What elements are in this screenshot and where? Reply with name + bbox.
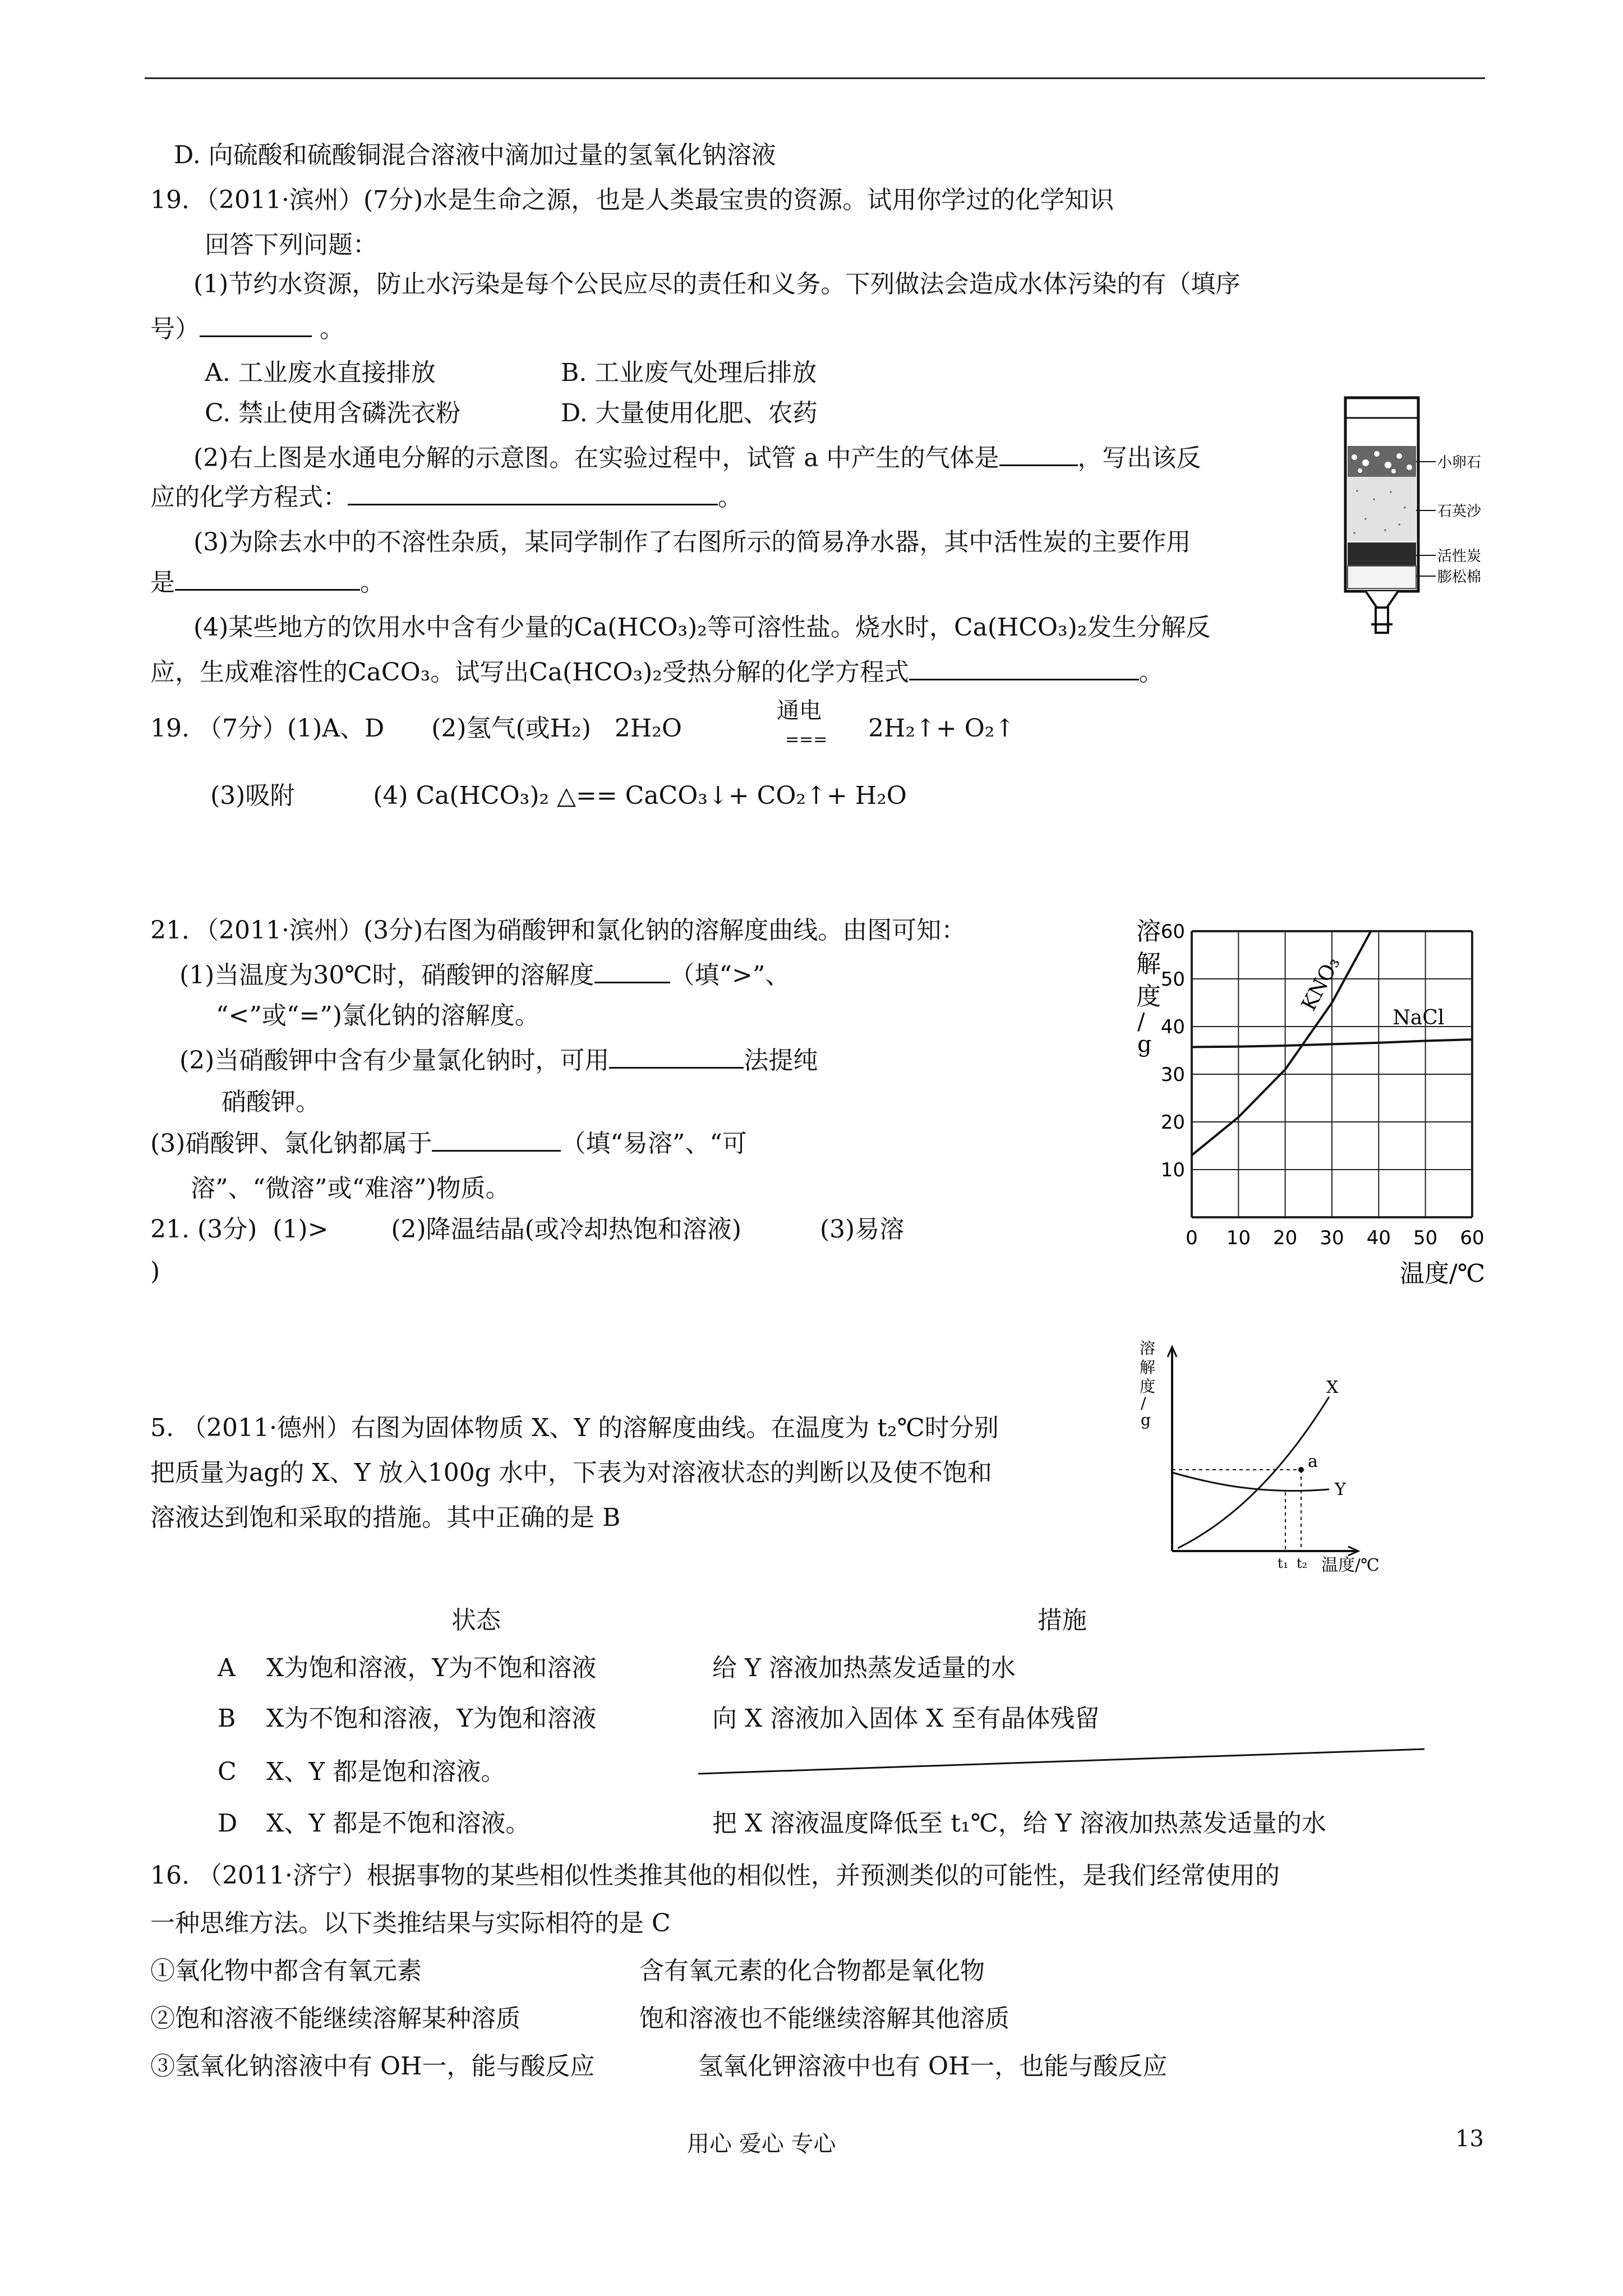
q5-header-state: 状态 bbox=[451, 1606, 501, 1635]
q21-part2-line2: 硝酸钾。 bbox=[222, 1088, 320, 1116]
chart1-ylabel-char: 溶 bbox=[1136, 917, 1161, 946]
q5-row-c-measure-line bbox=[695, 1745, 1441, 1778]
chart1-series-line-0 bbox=[1192, 917, 1426, 1156]
q19-option-d: D. 大量使用化肥、农药 bbox=[561, 399, 818, 427]
q18-option-d: D. 向硫酸和硫酸铜混合溶液中滴加过量的氢氧化钠溶液 bbox=[174, 141, 776, 169]
q19-option-b: B. 工业废气处理后排放 bbox=[561, 358, 817, 387]
q16-line1: 16. （2011·济宁）根据事物的某些相似性类推其他的相似性，并预测类似的可能性，是我们经常使用的 bbox=[150, 1861, 1280, 1890]
label-activated-carbon: 活性炭 bbox=[1437, 548, 1482, 565]
q5-row-state: X、Y 都是不饱和溶液。 bbox=[266, 1809, 531, 1838]
q21-part2-line1: (2)当硝酸钾中含有少量氯化钠时，可用 法提纯 bbox=[179, 1045, 818, 1077]
q19-answer-products: 2H₂↑+ O₂↑ bbox=[868, 714, 1016, 743]
chart2-tick-t2: t₂ bbox=[1297, 1556, 1308, 1571]
q16-item-right: 饱和溶液也不能继续溶解其他溶质 bbox=[639, 2004, 1009, 2033]
q5-row-state: X为饱和溶液，Y为不饱和溶液 bbox=[266, 1654, 597, 1682]
chart1-series-label-kno3: KNO₃ bbox=[1297, 953, 1345, 1015]
chart1-ytick-label: 30 bbox=[1160, 1064, 1185, 1086]
q19-part4-line2: 应，生成难溶性的CaCO₃。试写出Ca(HCO₃)₂受热分解的化学方程式 。 bbox=[150, 656, 1164, 689]
footer-motto: 用心 爱心 专心 bbox=[687, 2131, 836, 2157]
q21-part1-line2: “<”或“=”)氯化钠的溶解度。 bbox=[216, 1001, 540, 1030]
pebble-layer bbox=[1348, 446, 1416, 477]
chart2-ylabel-char: 度 bbox=[1140, 1377, 1156, 1396]
q5-row-measure: 把 X 溶液温度降低至 t₁℃，给 Y 溶液加热蒸发适量的水 bbox=[712, 1809, 1326, 1838]
chart1-xtick-label: 30 bbox=[1320, 1227, 1344, 1249]
chart1-xtick-label: 0 bbox=[1186, 1227, 1198, 1249]
q19-answer-line2: (3)吸附 (4) Ca(HCO₃)₂ △== CaCO₃↓+ CO₂↑+ H₂O bbox=[210, 781, 907, 810]
chart2-point-label: a bbox=[1308, 1452, 1318, 1471]
chart2-xlabel: 温度/℃ bbox=[1321, 1556, 1380, 1575]
q16-item-right: 氢氧化钾溶液中也有 OH一，也能与酸反应 bbox=[698, 2052, 1168, 2081]
q21-answer: 21. (3分) (1)> (2)降温结晶(或冷却热饱和溶液) (3)易溶 bbox=[150, 1215, 905, 1244]
header-rule bbox=[145, 77, 1485, 79]
q19-title: 19．（2011·滨州）(7分)水是生命之源，也是人类最宝贵的资源。试用你学过的化学知识 bbox=[150, 186, 1114, 214]
q19-part4-line1: (4)某些地方的饮用水中含有少量的Ca(HCO₃)₂等可溶性盐。烧水时，Ca(HCO₃)₂发生分解反 bbox=[193, 613, 1211, 642]
carbon-layer bbox=[1348, 542, 1416, 566]
chart1-xtick-label: 10 bbox=[1226, 1227, 1251, 1249]
q21-title: 21．（2011·滨州）(3分)右图为硝酸钾和氯化钠的溶解度曲线。由图可知： bbox=[150, 916, 966, 945]
chart1-ytick-label: 20 bbox=[1160, 1111, 1185, 1134]
label-pebbles: 小卵石 bbox=[1437, 454, 1482, 471]
chart1-xlabel: 温度/℃ bbox=[1400, 1259, 1486, 1287]
q16-item-left: ①氧化物中都含有氧元素 bbox=[150, 1957, 422, 1985]
q5-header-measure: 措施 bbox=[1038, 1606, 1087, 1635]
chart2-curve-y bbox=[1172, 1473, 1329, 1491]
q5-row-key: D bbox=[218, 1809, 238, 1838]
q5-line1: 5. （2011·德州）右图为固体物质 X、Y 的溶解度曲线。在温度为 t₂℃时分别 bbox=[150, 1414, 999, 1442]
answer-blank bbox=[432, 1128, 561, 1152]
answer-blank bbox=[175, 567, 360, 591]
chart1-ylabel bbox=[1136, 917, 1161, 1057]
q5-row-state: X为不饱和溶液，Y为饱和溶液 bbox=[266, 1704, 597, 1733]
answer-blank bbox=[348, 481, 718, 505]
q16-item-right: 含有氧元素的化合物都是氧化物 bbox=[639, 1957, 985, 1985]
chart1-xtick-label: 20 bbox=[1273, 1227, 1298, 1249]
chart2-ylabel bbox=[1140, 1339, 1155, 1429]
chart1-ylabel-char: / bbox=[1137, 1009, 1145, 1035]
chart2-ylabel-char: / bbox=[1141, 1394, 1146, 1412]
chart2-ylabel-char: 溶 bbox=[1140, 1339, 1156, 1358]
q16-line2: 一种思维方法。以下类推结果与实际相符的是 C bbox=[150, 1909, 671, 1938]
filter-outlet bbox=[1376, 608, 1388, 633]
q19-part1-line1: (1)节约水资源，防止水污染是每个公民应尽的责任和义务。下列做法会造成水体污染的有（填序 bbox=[193, 270, 1241, 298]
chart1-series-label-nacl: NaCl bbox=[1393, 1006, 1445, 1029]
answer-blank bbox=[609, 1045, 744, 1069]
chart1-xtick-label: 60 bbox=[1460, 1227, 1484, 1249]
chart1-ylabel-char: g bbox=[1137, 1032, 1152, 1057]
chart2-series-x-label: X bbox=[1326, 1378, 1339, 1397]
chart2-curve-x bbox=[1178, 1397, 1329, 1548]
solubility-chart-x-y bbox=[1133, 1332, 1413, 1585]
q19-answer-line1: 19. （7分）(1)A、D (2)氢气(或H₂) 2H₂O bbox=[150, 714, 682, 743]
label-quartz-sand: 石英沙 bbox=[1437, 503, 1482, 520]
q19-part2-line1: (2)右上图是水通电分解的示意图。在实验过程中，试管 a 中产生的气体是 ，写出该反 bbox=[193, 442, 1201, 475]
q19-condition-bottom: === bbox=[785, 730, 828, 749]
q19-subtitle: 回答下列问题： bbox=[205, 231, 377, 259]
q21-part3-line1: (3)硝酸钾、氯化钠都属于 （填“易溶”、“可 bbox=[150, 1128, 747, 1160]
chart1-ytick-label: 10 bbox=[1160, 1159, 1185, 1181]
water-filter-figure bbox=[1343, 395, 1517, 648]
q19-option-a: A. 工业废水直接排放 bbox=[205, 358, 436, 387]
chart2-tick-t1: t₁ bbox=[1278, 1556, 1289, 1571]
answer-blank bbox=[594, 959, 670, 983]
chart1-ytick-label: 50 bbox=[1160, 968, 1185, 991]
chart1-xtick-label: 40 bbox=[1366, 1227, 1391, 1249]
q16-item-left: ②饱和溶液不能继续溶解某种溶质 bbox=[150, 2004, 520, 2033]
chart1-ylabel-char: 度 bbox=[1136, 982, 1161, 1011]
cotton-layer bbox=[1348, 566, 1416, 588]
chart2-ylabel-char: g bbox=[1141, 1411, 1151, 1429]
label-cotton: 膨松棉 bbox=[1437, 569, 1482, 586]
chart1-ytick-label: 40 bbox=[1160, 1016, 1185, 1038]
q19-condition-top: 通电 bbox=[777, 698, 822, 724]
q5-line2: 把质量为ag的 X、Y 放入100g 水中，下表为对溶液状态的判断以及使不饱和 bbox=[150, 1458, 992, 1487]
sand-layer bbox=[1348, 477, 1416, 541]
q5-row-key: A bbox=[218, 1654, 236, 1682]
q5-row-key: C bbox=[218, 1757, 237, 1786]
chart2-point-a bbox=[1298, 1467, 1304, 1473]
chart1-ytick-label: 60 bbox=[1160, 921, 1185, 943]
q21-part1-line1: (1)当温度为30℃时，硝酸钾的溶解度 （填“>”、 bbox=[179, 959, 790, 992]
q5-line3: 溶液达到饱和采取的措施。其中正确的是 B bbox=[150, 1503, 621, 1532]
q5-row-key: B bbox=[218, 1704, 236, 1733]
q19-part1-line2: 号） 。 bbox=[150, 313, 344, 346]
q5-row-measure: 给 Y 溶液加热蒸发适量的水 bbox=[712, 1654, 1016, 1682]
q21-part3-line2: 溶”、“微溶”或“难溶”)物质。 bbox=[191, 1174, 510, 1203]
q21-answer-tail: ) bbox=[150, 1257, 160, 1286]
answer-blank bbox=[909, 656, 1139, 680]
chart1-xtick-label: 50 bbox=[1413, 1227, 1438, 1249]
chart2-ylabel-char: 解 bbox=[1140, 1358, 1156, 1377]
page-number: 13 bbox=[1455, 2126, 1484, 2152]
answer-blank bbox=[999, 442, 1078, 466]
q16-item-left: ③氢氧化钠溶液中有 OH一，能与酸反应 bbox=[150, 2052, 595, 2081]
answer-blank bbox=[200, 313, 312, 337]
q19-part2-line2: 应的化学方程式： 。 bbox=[150, 481, 743, 514]
q5-row-measure: 向 X 溶液加入固体 X 至有晶体残留 bbox=[712, 1704, 1100, 1733]
solubility-chart-kno3-nacl bbox=[1127, 917, 1520, 1287]
chart2-series-y-label: Y bbox=[1335, 1480, 1346, 1499]
q19-option-c: C. 禁止使用含磷洗衣粉 bbox=[205, 399, 461, 427]
q19-part3-line2: 是 。 bbox=[150, 567, 385, 599]
chart1-ylabel-char: 解 bbox=[1136, 950, 1161, 978]
q19-part3-line1: (3)为除去水中的不溶性杂质，某同学制作了右图所示的简易净水器，其中活性炭的主要作用 bbox=[193, 528, 1191, 556]
q5-row-state: X、Y 都是饱和溶液。 bbox=[266, 1757, 506, 1786]
